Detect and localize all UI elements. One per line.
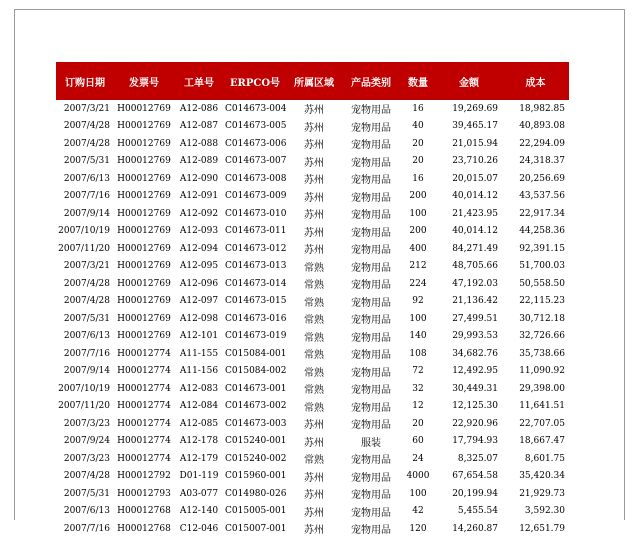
invoice-no-cell: H00012769 (117, 191, 171, 202)
cost-cell: 92,391.15 (519, 243, 565, 254)
quantity-cell: 224 (409, 278, 427, 289)
header-invoice-no: 发票号 (129, 77, 159, 89)
table-row (56, 398, 569, 416)
region-cell: 苏州 (304, 420, 324, 432)
category-cell: 宠物用品 (351, 140, 391, 152)
job-no-cell: A12-178 (179, 436, 219, 447)
order-date-cell: 2007/9/14 (63, 366, 110, 377)
orders-table (56, 62, 569, 538)
quantity-cell: 100 (409, 488, 427, 499)
header-region: 所属区域 (294, 77, 334, 89)
category-cell: 宠物用品 (351, 420, 391, 432)
invoice-no-cell: H00012769 (117, 226, 171, 237)
job-no-cell: A12-091 (179, 191, 219, 202)
region-cell: 苏州 (304, 192, 324, 204)
amount-cell: 21,423.95 (452, 208, 498, 219)
header-erpco-no: ERPCO号 (229, 77, 281, 89)
cost-cell: 18,982.85 (519, 103, 565, 114)
cost-cell: 35,738.66 (519, 348, 565, 359)
job-no-cell: A12-084 (179, 401, 219, 412)
invoice-no-cell: H00012769 (117, 261, 171, 272)
quantity-cell: 12 (412, 401, 424, 412)
amount-cell: 5,455.54 (457, 506, 498, 517)
order-date-cell: 2007/4/28 (63, 138, 110, 149)
table-row (56, 153, 569, 171)
category-cell: 宠物用品 (351, 332, 391, 344)
job-no-cell: A12-179 (179, 453, 219, 464)
job-no-cell: A12-097 (179, 296, 219, 307)
category-cell: 宠物用品 (351, 472, 391, 484)
cost-cell: 43,537.56 (519, 191, 565, 202)
erpco-no-cell: C014673-004 (225, 103, 286, 114)
job-no-cell: A12-094 (179, 243, 219, 254)
cost-cell: 32,726.66 (519, 331, 565, 342)
quantity-cell: 4000 (406, 471, 430, 482)
job-no-cell: A12-101 (179, 331, 219, 342)
quantity-cell: 72 (412, 366, 424, 377)
quantity-cell: 200 (409, 191, 427, 202)
invoice-no-cell: H00012774 (117, 453, 171, 464)
category-cell: 宠物用品 (351, 402, 391, 414)
table-row (56, 240, 569, 258)
table-row (56, 503, 569, 521)
amount-cell: 14,260.87 (452, 523, 498, 534)
order-date-cell: 2007/10/19 (58, 226, 110, 237)
order-date-cell: 2007/9/24 (63, 436, 110, 447)
region-cell: 常熟 (304, 332, 324, 344)
region-cell: 苏州 (304, 507, 324, 519)
table-row (56, 328, 569, 346)
category-cell: 宠物用品 (351, 315, 391, 327)
category-cell: 宠物用品 (351, 350, 391, 362)
category-cell: 宠物用品 (351, 122, 391, 134)
erpco-no-cell: C015240-001 (225, 436, 286, 447)
region-cell: 苏州 (304, 472, 324, 484)
table-row (56, 100, 569, 118)
region-cell: 常熟 (304, 297, 324, 309)
erpco-no-cell: C014673-016 (225, 313, 286, 324)
amount-cell: 17,794.93 (452, 436, 498, 447)
job-no-cell: A12-096 (179, 278, 219, 289)
cost-cell: 51,700.03 (519, 261, 565, 272)
invoice-no-cell: H00012769 (117, 208, 171, 219)
erpco-no-cell: C014673-012 (225, 243, 286, 254)
region-cell: 苏州 (304, 122, 324, 134)
order-date-cell: 2007/4/28 (63, 278, 110, 289)
job-no-cell: A12-083 (179, 383, 219, 394)
order-date-cell: 2007/5/31 (63, 488, 110, 499)
category-cell: 宠物用品 (351, 455, 391, 467)
region-cell: 常熟 (304, 385, 324, 397)
quantity-cell: 100 (409, 208, 427, 219)
erpco-no-cell: C015007-001 (225, 523, 286, 534)
invoice-no-cell: H00012769 (117, 103, 171, 114)
table-row (56, 223, 569, 241)
table-row (56, 293, 569, 311)
order-date-cell: 2007/7/16 (63, 523, 110, 534)
invoice-no-cell: H00012769 (117, 138, 171, 149)
job-no-cell: A12-095 (179, 261, 219, 272)
job-no-cell: A12-087 (179, 121, 219, 132)
invoice-no-cell: H00012774 (117, 418, 171, 429)
region-cell: 常熟 (304, 262, 324, 274)
invoice-no-cell: H00012769 (117, 156, 171, 167)
category-cell: 宠物用品 (351, 507, 391, 519)
cost-cell: 8,601.75 (524, 453, 565, 464)
table-row (56, 275, 569, 293)
category-cell: 宠物用品 (351, 105, 391, 117)
invoice-no-cell: H00012774 (117, 401, 171, 412)
quantity-cell: 120 (409, 523, 427, 534)
region-cell: 苏州 (304, 245, 324, 257)
table-row (56, 520, 569, 538)
erpco-no-cell: C015084-001 (225, 348, 286, 359)
erpco-no-cell: C015084-002 (225, 366, 286, 377)
job-no-cell: A12-140 (179, 506, 219, 517)
amount-cell: 20,015.07 (452, 173, 498, 184)
quantity-cell: 16 (412, 173, 424, 184)
cost-cell: 3,592.30 (524, 506, 565, 517)
amount-cell: 21,015.94 (452, 138, 498, 149)
job-no-cell: A12-093 (179, 226, 219, 237)
cost-cell: 24,318.37 (519, 156, 565, 167)
erpco-no-cell: C015005-001 (225, 506, 286, 517)
erpco-no-cell: C014673-005 (225, 121, 286, 132)
order-date-cell: 2007/6/13 (63, 506, 110, 517)
header-job-no: 工单号 (184, 77, 214, 89)
table-row (56, 345, 569, 363)
table-row (56, 380, 569, 398)
amount-cell: 40,014.12 (452, 226, 498, 237)
amount-cell: 47,192.03 (452, 278, 498, 289)
category-cell: 宠物用品 (351, 175, 391, 187)
table-row (56, 118, 569, 136)
table-row (56, 415, 569, 433)
erpco-no-cell: C014673-008 (225, 173, 286, 184)
region-cell: 苏州 (304, 140, 324, 152)
category-cell: 服装 (361, 437, 381, 449)
erpco-no-cell: C014673-011 (225, 226, 286, 237)
region-cell: 常熟 (304, 367, 324, 379)
table-row (56, 258, 569, 276)
job-no-cell: A11-156 (179, 366, 219, 377)
amount-cell: 8,325.07 (457, 453, 498, 464)
category-cell: 宠物用品 (351, 245, 391, 257)
quantity-cell: 92 (412, 296, 424, 307)
category-cell: 宠物用品 (351, 157, 391, 169)
invoice-no-cell: H00012774 (117, 366, 171, 377)
category-cell: 宠物用品 (351, 262, 391, 274)
table-body (56, 100, 569, 538)
cost-cell: 11,090.92 (519, 366, 565, 377)
table-row (56, 310, 569, 328)
region-cell: 苏州 (304, 157, 324, 169)
category-cell: 宠物用品 (351, 192, 391, 204)
amount-cell: 19,269.69 (452, 103, 498, 114)
invoice-no-cell: H00012768 (117, 506, 171, 517)
order-date-cell: 2007/5/31 (63, 156, 110, 167)
order-date-cell: 2007/4/28 (63, 471, 110, 482)
job-no-cell: A12-088 (179, 138, 219, 149)
table-row (56, 433, 569, 451)
table-row (56, 468, 569, 486)
region-cell: 常熟 (304, 315, 324, 327)
cost-cell: 21,929.73 (519, 488, 565, 499)
header-amount: 金额 (459, 77, 479, 89)
table-row (56, 188, 569, 206)
job-no-cell: A12-089 (179, 156, 219, 167)
erpco-no-cell: C014980-026 (225, 488, 286, 499)
erpco-no-cell: C014673-007 (225, 156, 286, 167)
cost-cell: 35,420.34 (519, 471, 565, 482)
amount-cell: 84,271.49 (452, 243, 498, 254)
cost-cell: 44,258.36 (519, 226, 565, 237)
quantity-cell: 140 (409, 331, 427, 342)
amount-cell: 48,705.66 (452, 261, 498, 272)
header-order-date: 订购日期 (65, 77, 105, 89)
amount-cell: 27,499.51 (452, 313, 498, 324)
cost-cell: 22,707.05 (519, 418, 565, 429)
cost-cell: 29,398.00 (519, 383, 565, 394)
order-date-cell: 2007/7/16 (63, 348, 110, 359)
job-no-cell: A12-098 (179, 313, 219, 324)
region-cell: 常熟 (304, 350, 324, 362)
order-date-cell: 2007/7/16 (63, 191, 110, 202)
invoice-no-cell: H00012774 (117, 436, 171, 447)
category-cell: 宠物用品 (351, 210, 391, 222)
order-date-cell: 2007/9/14 (63, 208, 110, 219)
region-cell: 苏州 (304, 490, 324, 502)
category-cell: 宠物用品 (351, 227, 391, 239)
erpco-no-cell: C014673-003 (225, 418, 286, 429)
region-cell: 苏州 (304, 210, 324, 222)
region-cell: 苏州 (304, 105, 324, 117)
quantity-cell: 32 (412, 383, 424, 394)
erpco-no-cell: C014673-009 (225, 191, 286, 202)
job-no-cell: D01-119 (179, 471, 219, 482)
erpco-no-cell: C014673-006 (225, 138, 286, 149)
table-row (56, 450, 569, 468)
region-cell: 常熟 (304, 280, 324, 292)
erpco-no-cell: C014673-019 (225, 331, 286, 342)
category-cell: 宠物用品 (351, 525, 391, 537)
order-date-cell: 2007/6/13 (63, 173, 110, 184)
amount-cell: 30,449.31 (452, 383, 498, 394)
job-no-cell: A12-086 (179, 103, 219, 114)
cost-cell: 20,256.69 (519, 173, 565, 184)
job-no-cell: C12-046 (179, 523, 219, 534)
quantity-cell: 20 (412, 418, 424, 429)
cost-cell: 11,641.51 (519, 401, 565, 412)
cost-cell: 50,558.50 (519, 278, 565, 289)
invoice-no-cell: H00012769 (117, 331, 171, 342)
job-no-cell: A12-092 (179, 208, 219, 219)
document-page (14, 9, 625, 537)
order-date-cell: 2007/3/23 (63, 418, 110, 429)
header-quantity: 数量 (408, 77, 428, 89)
region-cell: 苏州 (304, 175, 324, 187)
category-cell: 宠物用品 (351, 367, 391, 379)
cost-cell: 40,893.08 (519, 121, 565, 132)
cost-cell: 22,917.34 (519, 208, 565, 219)
category-cell: 宠物用品 (351, 280, 391, 292)
quantity-cell: 24 (412, 453, 424, 464)
invoice-no-cell: H00012769 (117, 121, 171, 132)
quantity-cell: 20 (412, 156, 424, 167)
job-no-cell: A12-090 (179, 173, 219, 184)
erpco-no-cell: C014673-002 (225, 401, 286, 412)
erpco-no-cell: C014673-014 (225, 278, 286, 289)
amount-cell: 12,492.95 (452, 366, 498, 377)
order-date-cell: 2007/3/21 (63, 103, 110, 114)
quantity-cell: 108 (409, 348, 427, 359)
quantity-cell: 20 (412, 138, 424, 149)
cost-cell: 22,294.09 (519, 138, 565, 149)
invoice-no-cell: H00012792 (117, 471, 171, 482)
cost-cell: 18,667.47 (519, 436, 565, 447)
quantity-cell: 16 (412, 103, 424, 114)
erpco-no-cell: C014673-010 (225, 208, 286, 219)
quantity-cell: 200 (409, 226, 427, 237)
amount-cell: 40,014.12 (452, 191, 498, 202)
invoice-no-cell: H00012769 (117, 296, 171, 307)
invoice-no-cell: H00012768 (117, 523, 171, 534)
invoice-no-cell: H00012793 (117, 488, 171, 499)
quantity-cell: 212 (409, 261, 427, 272)
category-cell: 宠物用品 (351, 385, 391, 397)
job-no-cell: A03-077 (179, 488, 219, 499)
cost-cell: 22,115.23 (519, 296, 565, 307)
amount-cell: 39,465.17 (452, 121, 498, 132)
amount-cell: 21,136.42 (452, 296, 498, 307)
amount-cell: 22,920.96 (452, 418, 498, 429)
invoice-no-cell: H00012769 (117, 243, 171, 254)
amount-cell: 20,199.94 (452, 488, 498, 499)
quantity-cell: 400 (409, 243, 427, 254)
order-date-cell: 2007/3/21 (63, 261, 110, 272)
category-cell: 宠物用品 (351, 490, 391, 502)
region-cell: 苏州 (304, 525, 324, 537)
order-date-cell: 2007/3/23 (63, 453, 110, 464)
order-date-cell: 2007/11/20 (58, 243, 110, 254)
erpco-no-cell: C015240-002 (225, 453, 286, 464)
quantity-cell: 60 (412, 436, 424, 447)
region-cell: 常熟 (304, 455, 324, 467)
table-row (56, 170, 569, 188)
header-cost: 成本 (525, 77, 546, 89)
amount-cell: 12,125.30 (452, 401, 498, 412)
order-date-cell: 2007/10/19 (58, 383, 110, 394)
order-date-cell: 2007/11/20 (58, 401, 110, 412)
table-row (56, 205, 569, 223)
region-cell: 苏州 (304, 227, 324, 239)
amount-cell: 67,654.58 (452, 471, 498, 482)
erpco-no-cell: C014673-015 (225, 296, 286, 307)
category-cell: 宠物用品 (351, 297, 391, 309)
erpco-no-cell: C014673-001 (225, 383, 286, 394)
region-cell: 苏州 (304, 437, 324, 449)
table-row (56, 363, 569, 381)
invoice-no-cell: H00012774 (117, 383, 171, 394)
order-date-cell: 2007/4/28 (63, 121, 110, 132)
quantity-cell: 40 (412, 121, 424, 132)
order-date-cell: 2007/6/13 (63, 331, 110, 342)
cost-cell: 12,651.79 (519, 523, 565, 534)
quantity-cell: 100 (409, 313, 427, 324)
table-row (56, 135, 569, 153)
quantity-cell: 42 (412, 506, 424, 517)
order-date-cell: 2007/4/28 (63, 296, 110, 307)
job-no-cell: A11-155 (179, 348, 219, 359)
amount-cell: 34,682.76 (452, 348, 498, 359)
invoice-no-cell: H00012774 (117, 348, 171, 359)
invoice-no-cell: H00012769 (117, 278, 171, 289)
amount-cell: 23,710.26 (452, 156, 498, 167)
job-no-cell: A12-085 (179, 418, 219, 429)
invoice-no-cell: H00012769 (117, 173, 171, 184)
erpco-no-cell: C014673-013 (225, 261, 286, 272)
table-header-row (56, 62, 569, 100)
invoice-no-cell: H00012769 (117, 313, 171, 324)
header-category: 产品类别 (351, 77, 391, 89)
order-date-cell: 2007/5/31 (63, 313, 110, 324)
erpco-no-cell: C015960-001 (225, 471, 286, 482)
cost-cell: 30,712.18 (519, 313, 565, 324)
amount-cell: 29,993.53 (452, 331, 498, 342)
table-row (56, 485, 569, 503)
region-cell: 常熟 (304, 402, 324, 414)
